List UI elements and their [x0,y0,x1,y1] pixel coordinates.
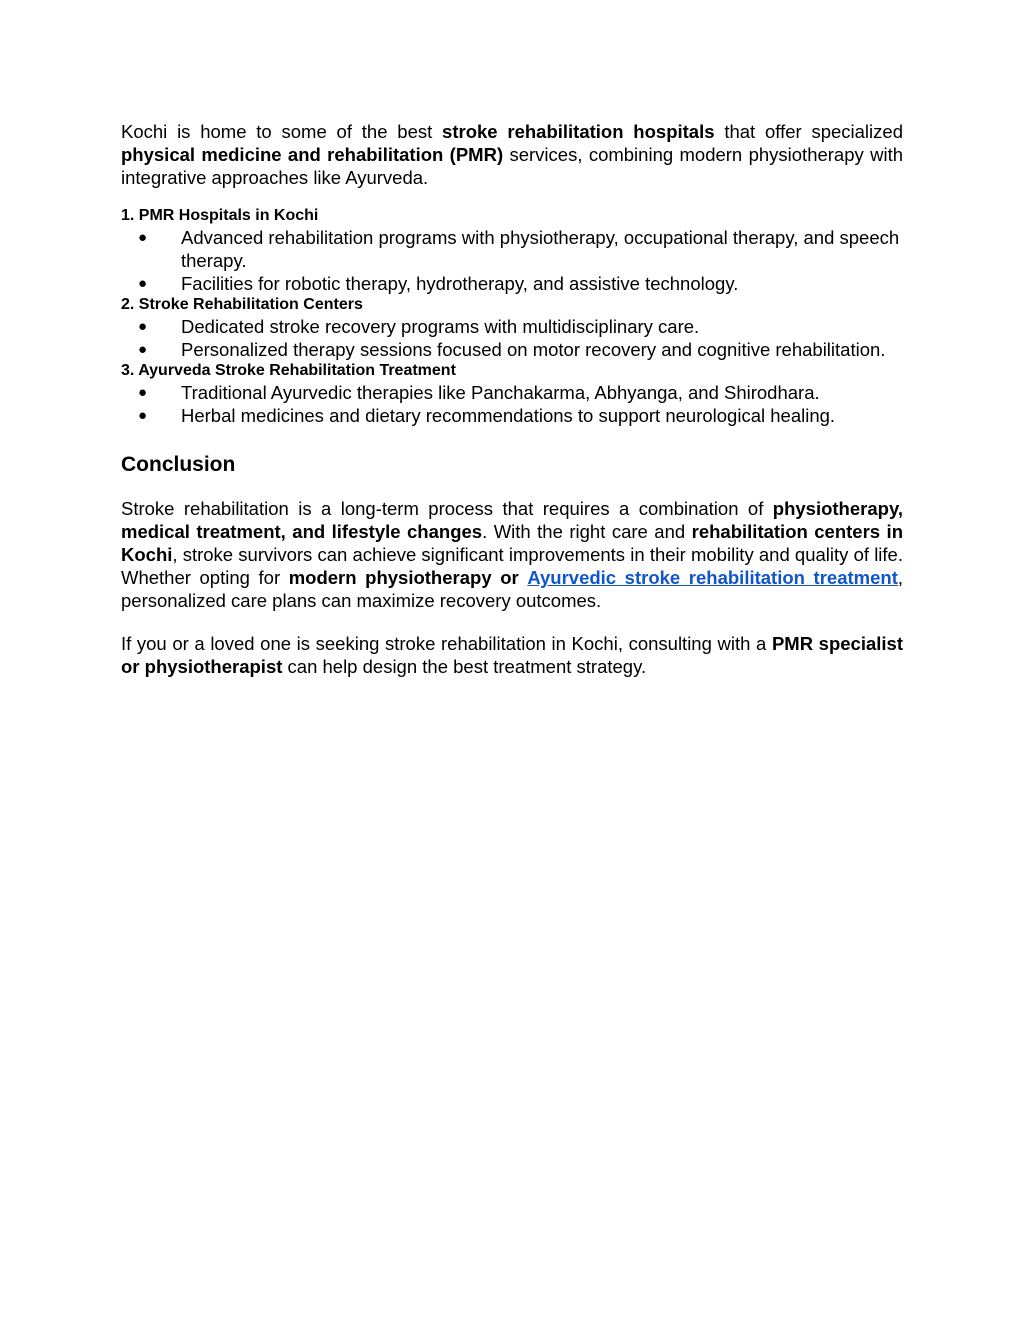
intro-bold-pmr: physical medicine and rehabilitation (PMR) [121,144,504,165]
bullet-list-stroke-centers [121,315,903,361]
bullet-icon: ● [138,384,148,401]
intro-paragraph [121,120,903,189]
bullet-list-pmr-hospitals [121,226,903,295]
conclusion-paragraph-1 [121,497,903,612]
list-item-text: Advanced rehabilitation programs with physiotherapy, occupational therapy, and speech therapy. [181,227,900,271]
concl-text-3: , stroke survivors can achieve significant improvements in their mobility and quality of life. Whether opting for [121,544,903,588]
list-item [121,381,903,404]
list-item [121,272,903,295]
concl-text-2: . With the right care and [482,521,692,542]
conclusion-paragraph-2 [121,632,903,678]
bullet-icon: ● [138,341,148,358]
bullet-icon: ● [138,407,148,424]
list-item [121,315,903,338]
document-page [121,120,903,678]
bullet-list-ayurveda [121,381,903,427]
intro-bold-hospitals: stroke rehabilitation hospitals [442,121,715,142]
section-heading-pmr-hospitals: 1. PMR Hospitals in Kochi [121,207,319,224]
list-item-text: Dedicated stroke recovery programs with multidisciplinary care. [181,316,700,337]
list-item-text: Personalized therapy sessions focused on motor recovery and cognitive rehabilitation. [181,339,886,360]
concl-bold-modern: modern physiotherapy or [288,567,519,588]
concl2-text-1: If you or a loved one is seeking stroke rehabilitation in Kochi, consulting with a [121,633,772,654]
section-heading-ayurveda: 3. Ayurveda Stroke Rehabilitation Treatment [121,362,456,379]
list-item [121,226,903,272]
list-item [121,338,903,361]
concl2-bold-specialist: PMR specialist or physiotherapist [121,633,903,677]
list-item-text: Traditional Ayurvedic therapies like Panchakarma, Abhyanga, and Shirodhara. [181,382,820,403]
bullet-icon: ● [138,275,148,292]
ayurvedic-treatment-link[interactable]: Ayurvedic stroke rehabilitation treatment [527,567,898,588]
concl2-text-2: can help design the best treatment strategy. [282,656,647,677]
conclusion-heading: Conclusion [121,453,236,476]
intro-text-1: Kochi is home to some of the best [121,121,443,142]
intro-text-3: services, combining modern physiotherapy with integrative approaches like Ayurveda. [121,144,904,188]
intro-text-2: that offer specialized [714,121,903,142]
bullet-icon: ● [138,229,148,246]
concl-text-1: Stroke rehabilitation is a long-term process that requires a combination of [121,498,773,519]
list-item-text: Facilities for robotic therapy, hydrotherapy, and assistive technology. [181,273,739,294]
concl-text-5: , personalized care plans can maximize recovery outcomes. [121,567,903,611]
list-item-text: Herbal medicines and dietary recommendations to support neurological healing. [181,405,836,426]
concl-bold-centers: rehabilitation centers in Kochi [121,521,903,565]
concl-bold-physiotherapy: physiotherapy, medical treatment, and lifestyle changes [121,498,903,542]
section-heading-stroke-centers: 2. Stroke Rehabilitation Centers [121,296,363,313]
bullet-icon: ● [138,318,148,335]
list-item [121,404,903,427]
